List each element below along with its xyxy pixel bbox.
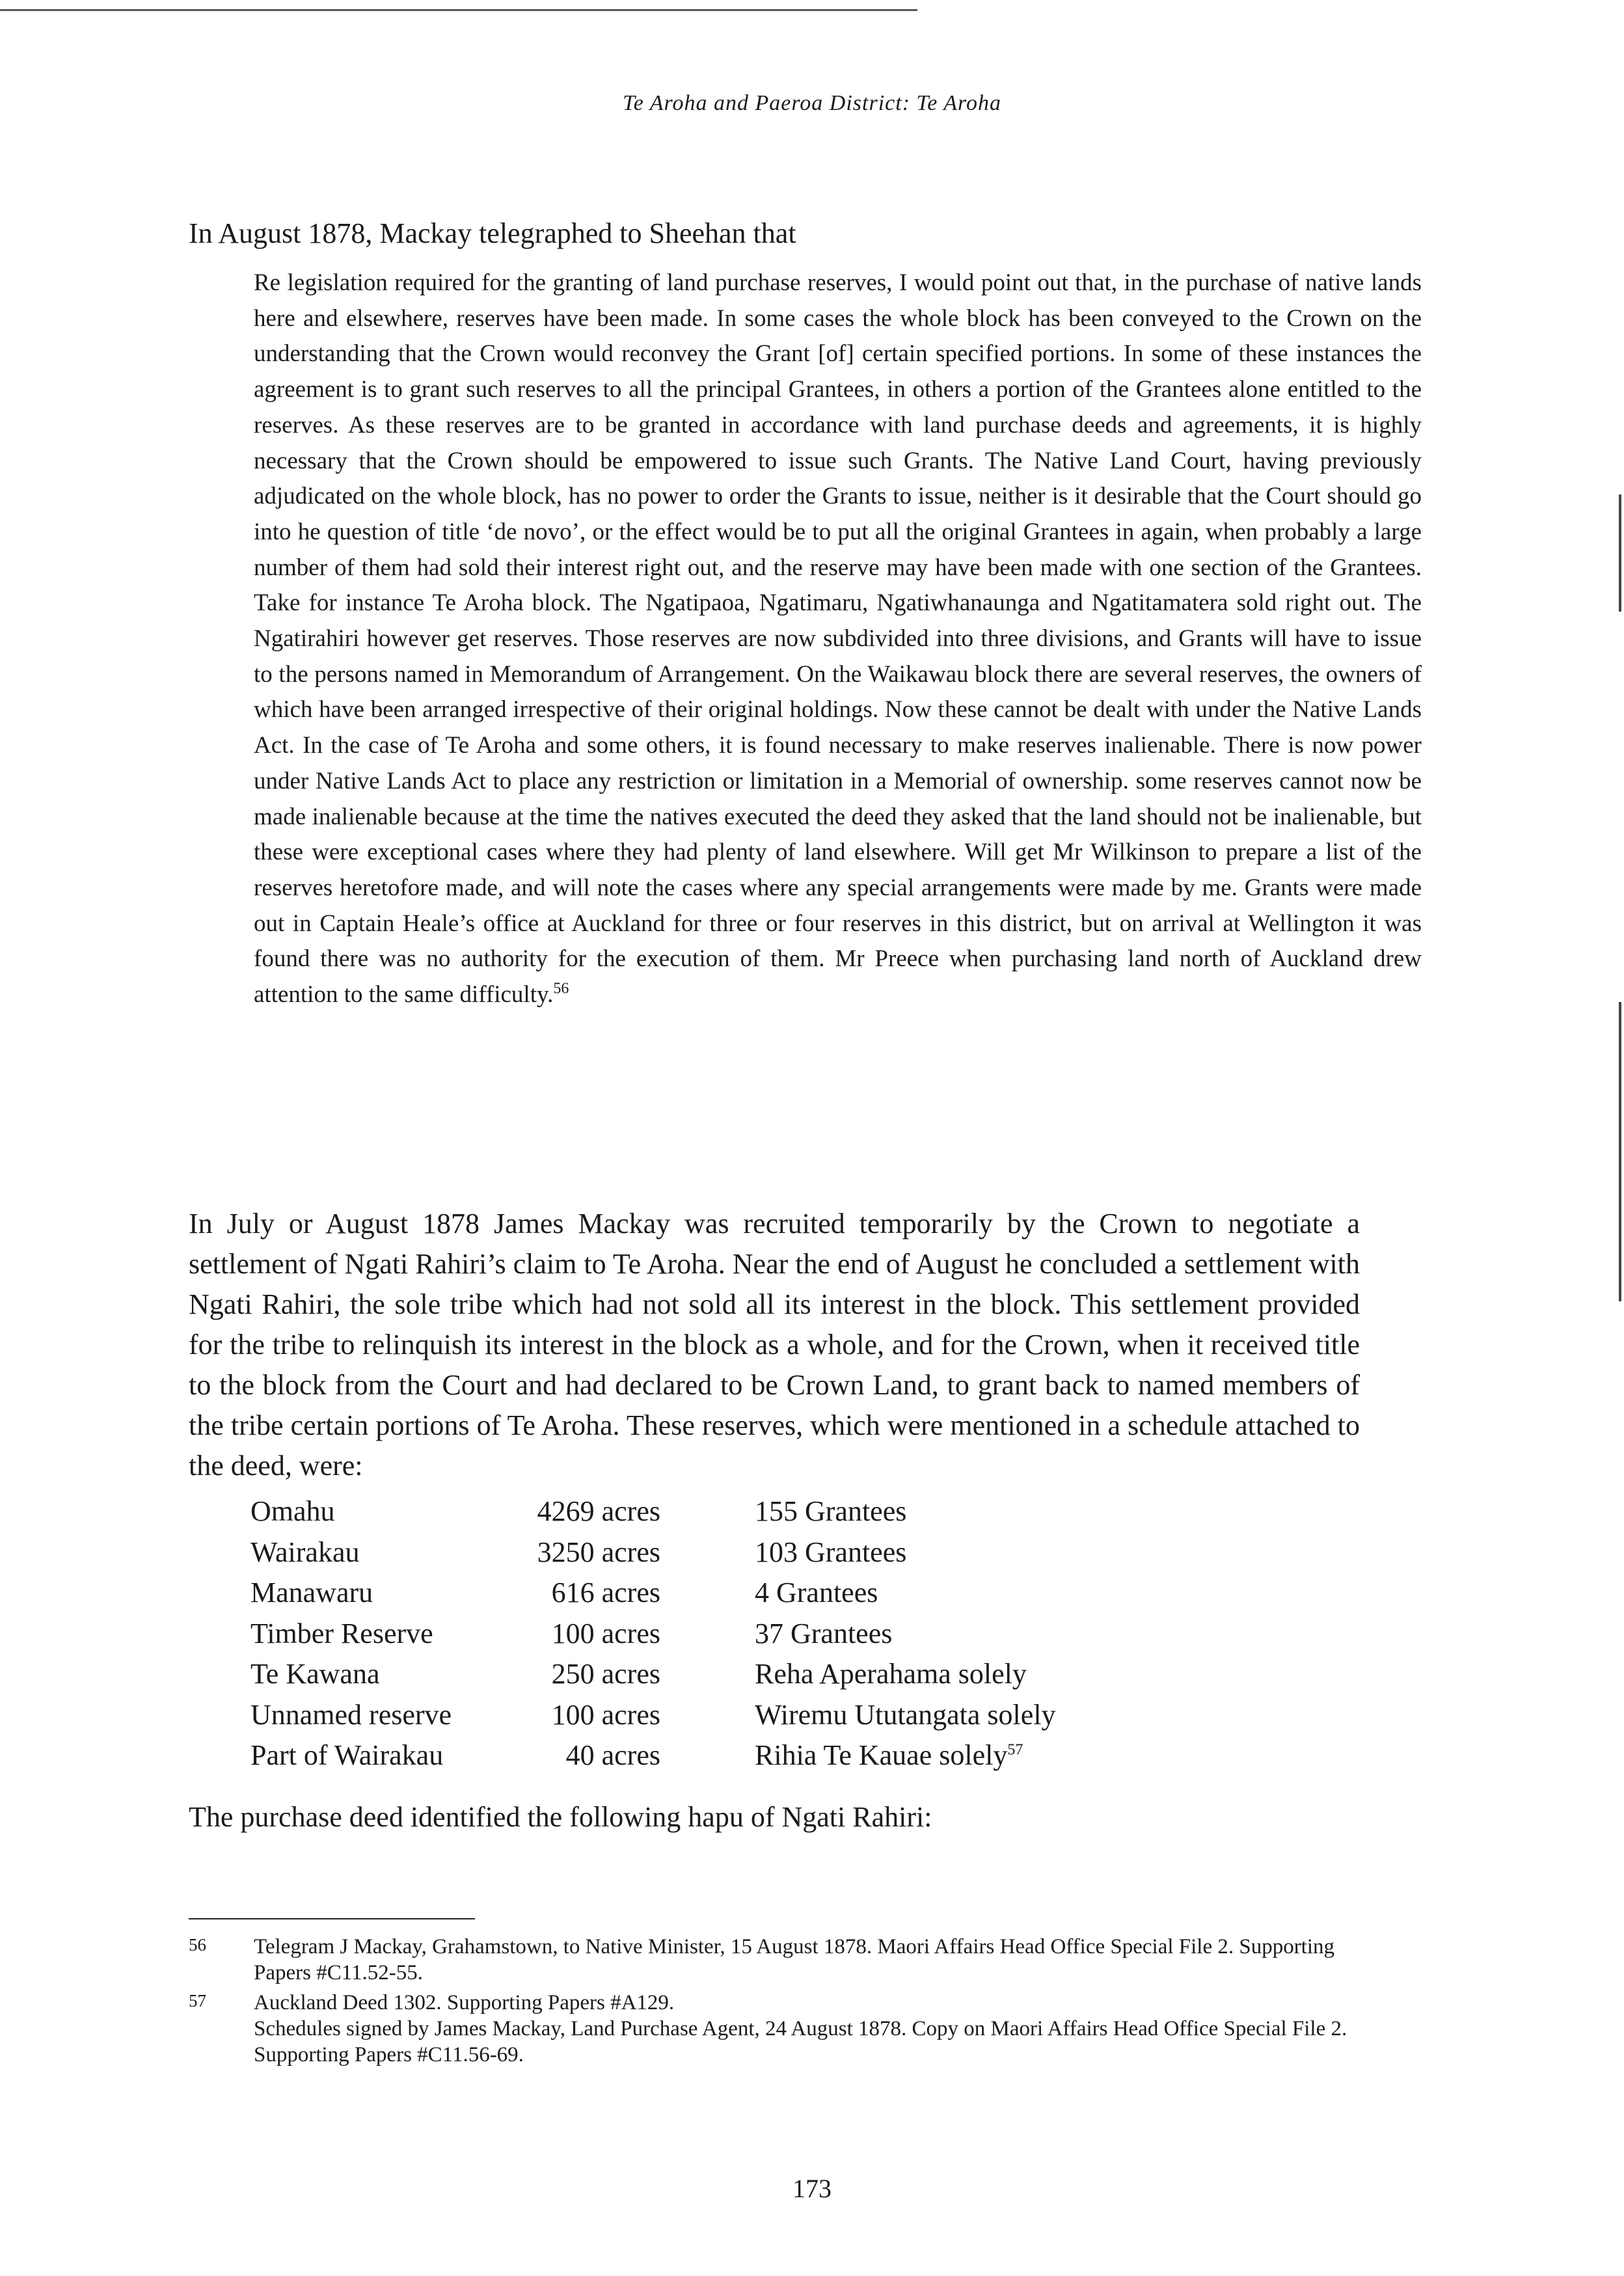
reserve-row: [250, 1695, 1145, 1736]
reserve-name: Omahu: [250, 1495, 335, 1527]
reserve-name: Unnamed reserve: [250, 1698, 452, 1731]
reserve-grantees: Reha Aperahama solely: [755, 1658, 1027, 1690]
footnote-text: [254, 1990, 1366, 2068]
reserve-acres: 100 acres: [551, 1698, 660, 1731]
footnote-line: Auckland Deed 1302. Supporting Papers #A129.: [254, 1991, 675, 2014]
reserve-acres: 4269 acres: [537, 1495, 660, 1527]
intro-paragraph: In August 1878, Mackay telegraphed to Sheehan that: [189, 217, 796, 249]
reserve-acres: 3250 acres: [537, 1536, 660, 1568]
footnote-ref: 56: [553, 980, 569, 997]
reserve-grantees: Wiremu Ututangata solely: [755, 1698, 1056, 1731]
scan-edge-mark: [1619, 494, 1621, 612]
reserve-grantees: 103 Grantees: [755, 1536, 907, 1568]
scan-edge-mark: [1619, 1002, 1621, 1301]
reserves-table-body: [250, 1491, 1145, 1776]
running-head: Te Aroha and Paeroa District: Te Aroha: [622, 91, 1002, 115]
reserve-name: Part of Wairakau: [250, 1739, 444, 1771]
footnote-number: 57: [189, 1991, 206, 2011]
footnote-line: Schedules signed by James Mackay, Land Purchase Agent, 24 August 1878. Copy on Maori Affairs Head Office Special File 2. Supporting Papers #C11.56-69.: [254, 2017, 1347, 2066]
reserve-row: [250, 1654, 1145, 1695]
footnote-ref: 57: [1007, 1741, 1023, 1759]
footnote: [189, 1990, 1366, 2068]
reserve-grantees: 37 Grantees: [755, 1617, 893, 1649]
footnote-divider: [189, 1918, 475, 1919]
reserve-name: Te Kawana: [250, 1658, 380, 1690]
reserve-row: [250, 1491, 1145, 1532]
block-quote-text: Re legislation required for the granting of land purchase reserves, I would point out that, in the purchase of native lands here and elsewhere, reserves have been made. In some cases the whole block has been conveyed to the Crown on the understanding that the Crown would reconvey the Grant [of] certain specified portions. In some of these instances the agreement is to grant such reserves to all the principal Grantees, in others a portion of the Grantees alone entitled to the reserves. As these reserves are to be granted in accordance with land purchase deeds and agreements, it is highly necessary that the Crown should be empowered to issue such Grants. The Native Land Court, having previously adjudicated on the whole block, has no power to order the Grants to issue, neither is it desirable that the Court should go into he question of title ‘de novo’, or the effect would be to put all the original Grantees in again, when probably a large number of them had sold their interest right out, and the reserve may have been made with one section of the Grantees. Take for instance Te Aroha block. The Ngatipaoa, Ngatimaru, Ngatiwhanaunga and Ngatitamatera sold right out. The Ngatirahiri however get reserves. Those reserves are now subdivided into three divisions, and Grants will have to issue to the persons named in Memorandum of Arrangement. On the Waikawau block there are several reserves, the owners of which have been arranged irrespective of their original holdings. Now these cannot be dealt with under the Native Lands Act. In the case of Te Aroha and some others, it is found necessary to make reserves inalienable. There is now power under Native Lands Act to place any restriction or limitation in a Memorial of ownership. some reserves cannot now be made inalienable because at the time the natives executed the deed they asked that the land should not be inalienable, but these were exceptional cases where they had plenty of land elsewhere. Will get Mr Wilkinson to prepare a list of the reserves heretofore made, and will note the cases where any special arrangements were made by me. Grants were made out in Captain Heale’s office at Auckland for three or four reserves in this district, but on arrival at Wellington it was found there was no authority for the execution of them. Mr Preece when purchasing land north of Auckland drew attention to the same difficulty.: [254, 269, 1422, 1009]
page-number: 173: [792, 2174, 832, 2203]
reserve-acres: 616 acres: [551, 1577, 660, 1608]
reserve-acres: 250 acres: [551, 1658, 660, 1690]
reserves-table: [250, 1491, 1145, 1776]
reserve-grantees: 4 Grantees: [755, 1577, 878, 1608]
reserve-name: Timber Reserve: [250, 1617, 433, 1649]
block-quote: [254, 265, 1422, 1013]
reserve-name: Wairakau: [250, 1536, 360, 1568]
scan-top-rule: [0, 9, 917, 11]
reserve-grantees: 155 Grantees: [755, 1495, 907, 1527]
reserve-row: [250, 1532, 1145, 1573]
reserve-row: [250, 1573, 1145, 1614]
footnote-line: Telegram J Mackay, Grahamstown, to Native Minister, 15 August 1878. Maori Affairs Head Office Special File 2. Supporting Papers #C11.52-55.: [254, 1935, 1335, 1985]
footnotes: [189, 1934, 1366, 2072]
footnote-number: 56: [189, 1935, 206, 1955]
footnote-text: [254, 1934, 1366, 1986]
reserve-acres: 100 acres: [551, 1617, 660, 1649]
reserve-row: [250, 1614, 1145, 1655]
main-paragraph: In July or August 1878 James Mackay was recruited temporarily by the Crown to negotiate a settlement of Ngati Rahiri’s claim to Te Aroha. Near the end of August he concluded a settlement with Ngati Rahiri, the sole tribe which had not sold all its interest in the block. This settlement provided for the tribe to relinquish its interest in the block as a whole, and for the Crown, when it received title to the block from the Court and had declared to be Crown Land, to grant back to named members of the tribe certain portions of Te Aroha. These reserves, which were mentioned in a schedule attached to the deed, were:: [189, 1208, 1360, 1482]
footnote: [189, 1934, 1366, 1986]
reserve-name: Manawaru: [250, 1577, 373, 1608]
reserve-row: [250, 1735, 1145, 1776]
reserve-acres: 40 acres: [565, 1739, 660, 1771]
reserve-grantees: Rihia Te Kauae solely$^{57}$: [755, 1739, 1023, 1771]
deed-paragraph: The purchase deed identified the following hapu of Ngati Rahiri:: [189, 1801, 932, 1833]
